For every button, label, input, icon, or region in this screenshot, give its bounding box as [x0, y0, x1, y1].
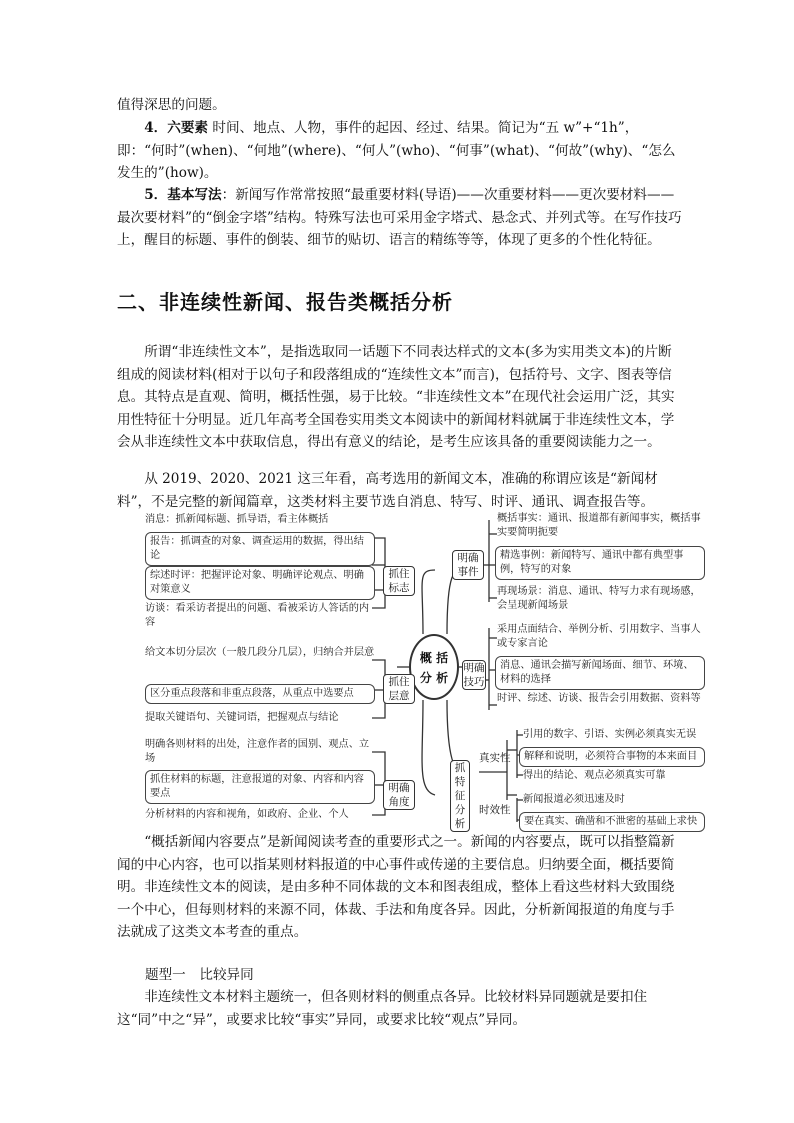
left-item-chuchu: 明确各则材料的出处，注意作者的国别、观点、立场: [145, 739, 370, 764]
feature-item-shuzi: 引用的数字、引语、实例必须真实无误: [523, 729, 697, 740]
right-item-yinyong: 时评、综述、访谈、报告会引用数据、资料等: [497, 693, 701, 704]
branch-mingque-jiaodu: 明确角度: [383, 780, 415, 810]
feature-item-qiukuai: 要在真实、确凿和不泄密的基础上求快: [519, 812, 705, 832]
item-four-text: 时间、地点、人物，事件的起因、经过、结果。简记为“五 w”+“1h”，即：“何时”(when)、“何地”(where)、“何人”(who)、“何事”(what)、“何故”(why)、“怎么发生的”(how)。: [117, 120, 676, 181]
branch-zhua-tezheng: 抓特征分析: [450, 760, 470, 832]
left-item-qufen: 区分重点段落和非重点段落，从重点中选要点: [145, 684, 375, 704]
left-item-baogao: 报告：抓调查的对象、调查运用的数据，得出结论: [145, 532, 375, 566]
intro-line1: 值得深思的问题。: [117, 97, 226, 113]
branch-zhuazhu-cengyi: 抓住层意: [383, 674, 415, 704]
left-item-zongshu: 综述时评：把握评论对象、明确评论观点、明确对策意义: [145, 566, 375, 600]
item-four-paragraph: [117, 117, 683, 185]
paragraph-compare: 非连续性文本材料主题统一，但各则材料的侧重点各异。比较材料异同题就是要扣住这“同”中之“异”，或要求比较“事实”异同，或要求比较“观点”异同。: [117, 989, 648, 1028]
sub-label-shixiao: 时效性: [479, 804, 511, 816]
left-item-biaoti: 抓住材料的标题，注意报道的对象、内容和内容要点: [145, 770, 375, 804]
item-five-label: 5．基本写法: [144, 187, 222, 203]
feature-item-jielun: 得出的结论、观点必须真实可靠: [523, 770, 666, 781]
feature-item-xunsu: 新闻报道必须迅速及时: [523, 794, 625, 805]
left-item-xiaoxi: 消息：抓新闻标题、抓导语，看主体概括: [145, 514, 329, 525]
section-title: 二、非连续性新闻、报告类概括分析: [117, 290, 453, 314]
item-five-text: ：新闻写作常常按照“最重要材料(导语)——次重要材料——更次要材料——最次要材料”的“倒金字塔”结构。特殊写法也可采用金字塔式、悬念式、并列式等。在写作技巧上，醒目的标题、事件的倒装、细节的贴切、语言的精练等等，体现了更多的个性化特征。: [117, 187, 682, 248]
item-five-paragraph: [117, 184, 683, 252]
paragraph-summary-points: “概括新闻内容要点”是新闻阅读考查的重要形式之一。新闻的内容要点，既可以指整篇新闻的中心内容，也可以指某则材料报道的中心事件或传递的主要信息。归纳要全面，概括要简明。非连续性文本的阅读，是由多种不同体裁的文本和图表组成，整体上看这些材料大致围绕一个中心，但每则材料的来源不同，体裁、手法和角度各异。因此，分析新闻报道的角度与手法就成了这类文本考查的重点。: [117, 834, 675, 940]
center-label-line2: 分 析: [419, 671, 449, 685]
left-item-shijiao: 分析材料的内容和视角，如政府、企业、个人: [145, 809, 349, 820]
intro-continuation: [117, 94, 683, 117]
left-item-tiqu: 提取关键语句、关键词语，把握观点与结论: [145, 712, 339, 723]
branch-mingque-shijian: 明确事件: [452, 550, 484, 580]
mind-map-diagram: [117, 510, 707, 830]
center-label-line1: 概 括: [419, 651, 449, 665]
left-item-fangtan: 访谈：看采访者提出的问题、看被采访人答话的内容: [145, 603, 370, 628]
right-item-miaoxie: 消息、通讯会描写新闻场面、细节、环境、材料的选择: [495, 656, 705, 690]
mind-map-center-node: [409, 634, 459, 700]
branch-mingque-jiqiao: 明确技巧: [463, 662, 485, 688]
right-item-jingxuan-shili: 精选事例：新闻特写、通讯中都有典型事例，特写的对象: [495, 546, 705, 580]
item-four-label: 4．六要素: [144, 120, 209, 136]
left-item-qiefen: 给文本切分层次（一般几段分几层），归纳合并层意: [145, 647, 375, 658]
feature-item-jieshi: 解释和说明，必须符合事物的本来面目: [519, 747, 705, 767]
branch-zhuazhu-biaozhi: 抓住标志: [383, 566, 415, 596]
question-type-heading: 题型一 比较异同: [145, 967, 254, 983]
paragraph-nonlinear-text: 所谓“非连续性文本”，是指选取同一话题下不同表达样式的文本(多为实用类文本)的片断组成的阅读材料(相对于以句子和段落组成的“连续性文本”而言)，包括符号、文字、图表等信息。其特点是直观、简明，概括性强，易于比较。“非连续性文本”在现代社会运用广泛，其实用性特征十分明显。近几年高考全国卷实用类文本阅读中的新闻材料就属于非连续性文本，学会从非连续性文本中获取信息，得出有意义的结论，是考生应该具备的重要阅读能力之一。: [117, 344, 675, 450]
sub-label-zhenshi: 真实性: [479, 752, 511, 764]
right-item-zaixian-changjing: 再现场景：消息、通讯、特写力求有现场感，会呈现新闻场景: [497, 586, 701, 611]
right-item-gaikuo-shishi: 概括事实：通讯、报道都有新闻事实，概括事实要简明扼要: [497, 513, 701, 538]
right-item-dianmian: 采用点面结合、举例分析、引用数字、当事人或专家言论: [497, 624, 701, 649]
paragraph-news-material: 从 2019、2020、2021 这三年看，高考选用的新闻文本，准确的称谓应该是“新闻材料”，不是完整的新闻篇章，这类材料主要节选自消息、特写、时评、通讯、调查报告等。: [117, 471, 658, 510]
